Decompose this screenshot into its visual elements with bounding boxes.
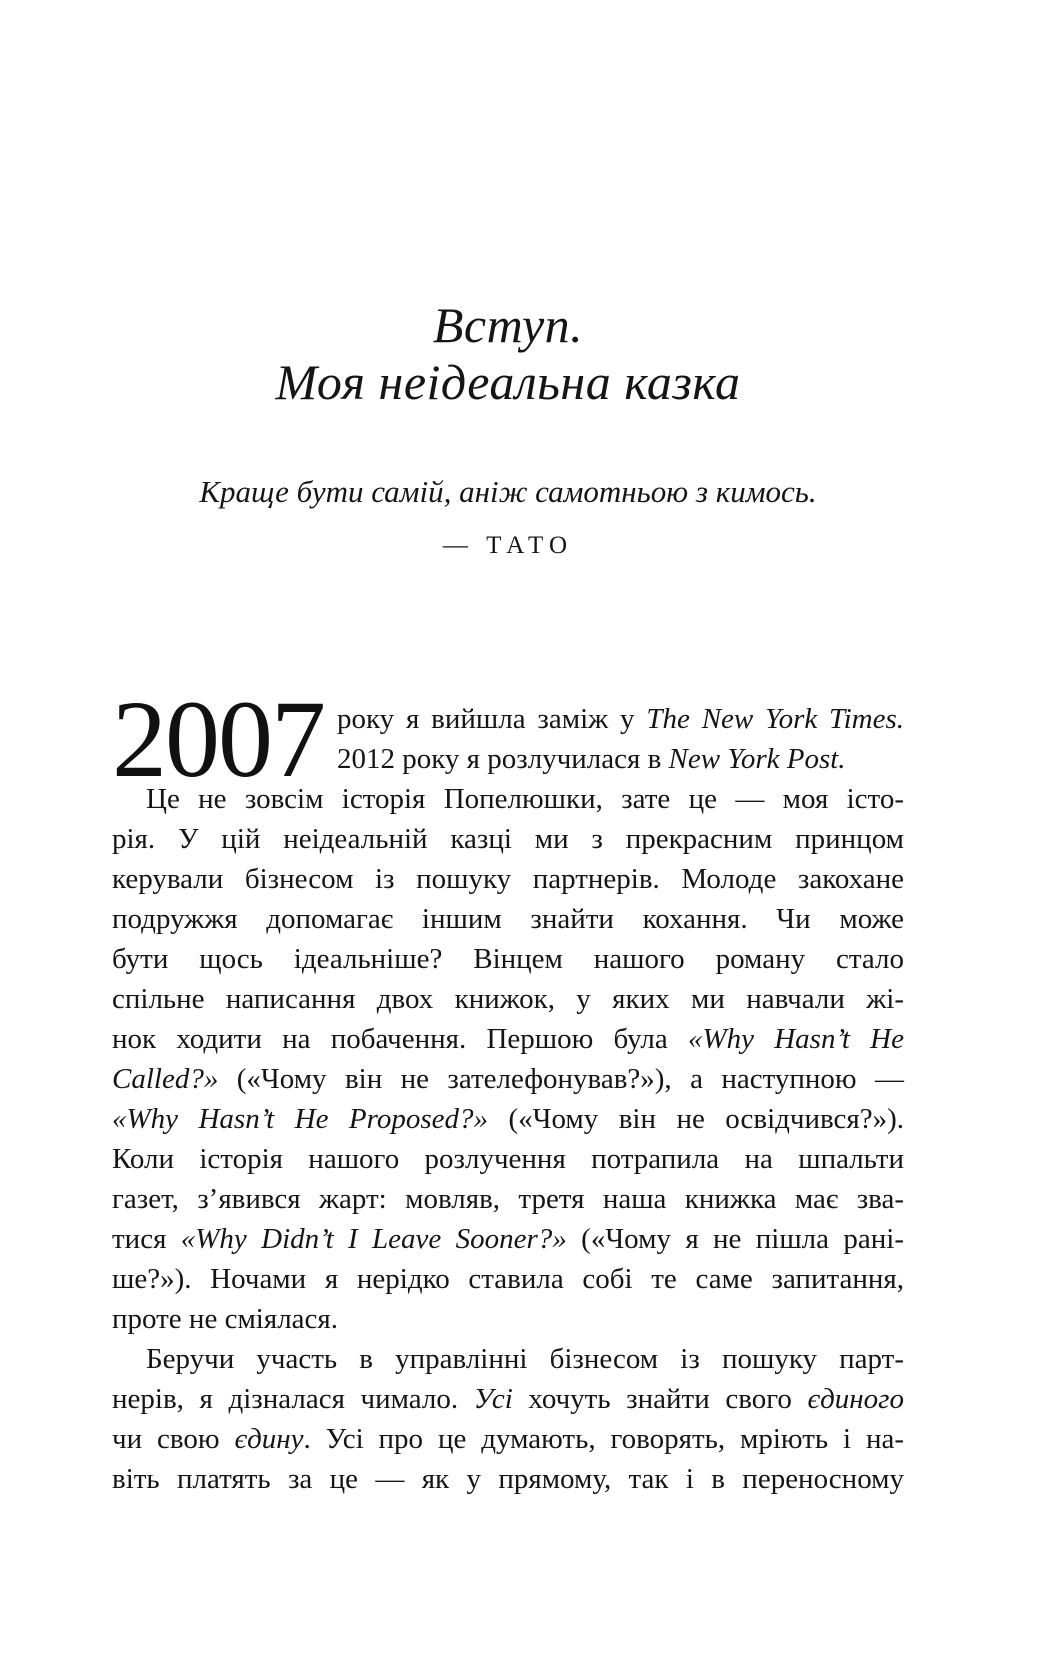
body-line: рія. У цій неідеальній казці ми з прекрасним принцом bbox=[112, 823, 904, 855]
body-line: «Why Hasn’t He Proposed?» («Чому він не освідчився?»). bbox=[112, 1103, 904, 1135]
body-line: тися «Why Didn’t I Leave Sooner?» («Чому я не пішла рані- bbox=[112, 1223, 904, 1255]
body-line: бути щось ідеальніше? Вінцем нашого роману стало bbox=[112, 943, 904, 975]
chapter-title-line-2: Моя неідеальна казка bbox=[275, 354, 741, 410]
body-line: нерів, я дізналася чимало. Усі хочуть знайти свого єдиного bbox=[112, 1383, 904, 1415]
epigraph-quote: Краще бути самій, аніж самотньою з кимось. bbox=[199, 474, 817, 509]
body-line: 2012 року я розлучилася в New York Post. bbox=[337, 743, 846, 775]
chapter-title-line-1: Вступ. bbox=[432, 297, 584, 353]
epigraph-attribution: — ТАТО bbox=[442, 532, 574, 559]
body-line: Це не зовсім історія Попелюшки, зате це — моя істо- bbox=[146, 783, 904, 815]
body-text bbox=[112, 678, 904, 1499]
body-line: чи свою єдину. Усі про це думають, говорять, мріють і на- bbox=[112, 1423, 904, 1455]
body-line: спільне написання двох книжок, у яких ми навчали жі- bbox=[112, 983, 904, 1015]
body-line: Беручи участь в управлінні бізнесом із пошуку парт- bbox=[146, 1343, 904, 1375]
body-line: Called?» («Чому він не зателефонував?»), а наступною — bbox=[112, 1063, 904, 1095]
body-line: року я вийшла заміж у The New York Times. bbox=[337, 703, 904, 735]
body-line: Коли історія нашого розлучення потрапила на шпальти bbox=[112, 1143, 904, 1175]
body-line: подружжя допомагає іншим знайти кохання. Чи може bbox=[112, 903, 904, 935]
body-line: газет, з’явився жарт: мовляв, третя наша книжка має зва- bbox=[112, 1183, 904, 1215]
body-line: нок ходити на побачення. Першою була «Why Hasn’t He bbox=[112, 1023, 904, 1055]
drop-cap-year: 2007 bbox=[112, 678, 324, 800]
body-line: ше?»). Ночами я нерідко ставила собі те саме запитання, bbox=[112, 1263, 904, 1295]
chapter-title bbox=[112, 297, 904, 411]
body-line: проте не сміялася. bbox=[112, 1303, 338, 1335]
body-line: керували бізнесом із пошуку партнерів. Молоде закохане bbox=[112, 863, 904, 895]
body-line: віть платять за це — як у прямому, так і в переносному bbox=[112, 1463, 904, 1495]
